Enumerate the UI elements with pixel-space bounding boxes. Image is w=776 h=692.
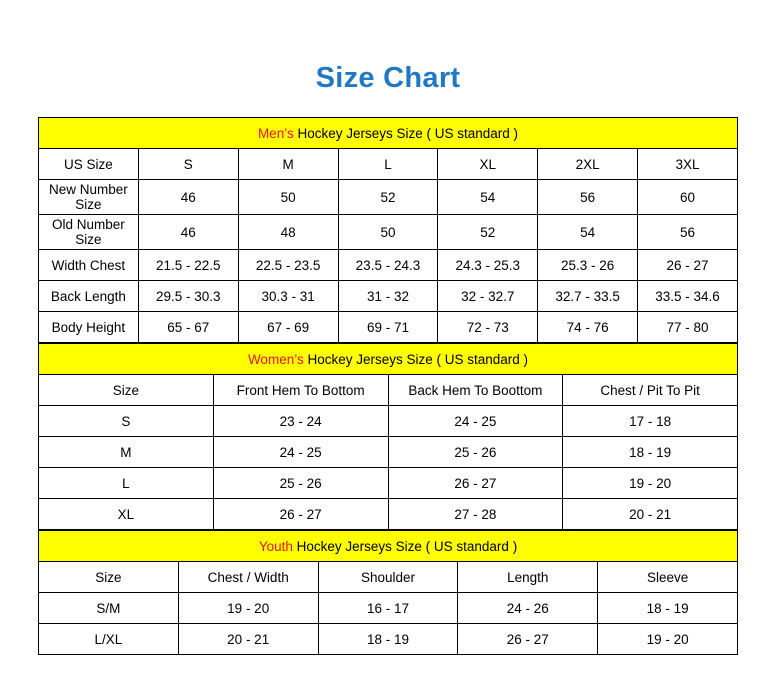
womens-col-3: Chest / Pit To Pit: [563, 375, 738, 406]
mens-row-2-val-3: 24.3 - 25.3: [438, 250, 538, 281]
table-section-header-row: [39, 344, 738, 375]
mens-size-table: [38, 117, 738, 343]
womens-row-1-val-2: 18 - 19: [563, 437, 738, 468]
mens-col-6: 3XL: [638, 149, 738, 180]
mens-row-1-val-3: 52: [438, 215, 538, 250]
youth-col-0: Size: [39, 562, 179, 593]
mens-row-0-val-5: 60: [638, 180, 738, 215]
womens-row-1-label: M: [39, 437, 214, 468]
mens-row-2-val-1: 22.5 - 23.5: [238, 250, 338, 281]
mens-col-0: US Size: [39, 149, 139, 180]
table-row: [39, 312, 738, 343]
table-row: [39, 593, 738, 624]
youth-row-0-label: S/M: [39, 593, 179, 624]
womens-heading-accent: Women’s: [247, 351, 304, 367]
mens-row-0-val-3: 54: [438, 180, 538, 215]
mens-row-4-val-0: 65 - 67: [138, 312, 238, 343]
womens-row-3-val-1: 27 - 28: [388, 499, 563, 530]
mens-row-0-val-4: 56: [538, 180, 638, 215]
mens-row-0-label: New Number Size: [39, 180, 139, 215]
mens-row-1-val-4: 54: [538, 215, 638, 250]
mens-heading-rest: Hockey Jerseys Size ( US standard ): [293, 125, 519, 141]
womens-row-0-val-0: 23 - 24: [213, 406, 388, 437]
womens-row-0-val-2: 17 - 18: [563, 406, 738, 437]
mens-col-4: XL: [438, 149, 538, 180]
mens-col-1: S: [138, 149, 238, 180]
mens-row-2-val-4: 25.3 - 26: [538, 250, 638, 281]
youth-row-0-val-2: 24 - 26: [458, 593, 598, 624]
mens-row-4-val-2: 69 - 71: [338, 312, 438, 343]
mens-row-4-val-3: 72 - 73: [438, 312, 538, 343]
youth-row-1-val-3: 19 - 20: [598, 624, 738, 655]
table-row: [39, 468, 738, 499]
youth-col-3: Length: [458, 562, 598, 593]
youth-col-1: Chest / Width: [178, 562, 318, 593]
youth-row-1-val-1: 18 - 19: [318, 624, 458, 655]
mens-row-1-val-5: 56: [638, 215, 738, 250]
youth-heading-accent: Youth: [258, 538, 293, 554]
youth-section-heading: [39, 531, 738, 562]
mens-col-5: 2XL: [538, 149, 638, 180]
mens-row-1-label: Old Number Size: [39, 215, 139, 250]
mens-col-3: L: [338, 149, 438, 180]
youth-row-0-val-3: 18 - 19: [598, 593, 738, 624]
page-title: Size Chart: [315, 62, 461, 94]
womens-row-0-val-1: 24 - 25: [388, 406, 563, 437]
womens-size-table: [38, 343, 738, 530]
womens-col-2: Back Hem To Boottom: [388, 375, 563, 406]
mens-row-2-val-2: 23.5 - 24.3: [338, 250, 438, 281]
mens-row-4-val-5: 77 - 80: [638, 312, 738, 343]
youth-row-1-label: L/XL: [39, 624, 179, 655]
table-column-header-row: [39, 149, 738, 180]
womens-row-3-val-2: 20 - 21: [563, 499, 738, 530]
youth-col-4: Sleeve: [598, 562, 738, 593]
mens-row-0-val-1: 50: [238, 180, 338, 215]
mens-row-2-val-5: 26 - 27: [638, 250, 738, 281]
table-row: [39, 180, 738, 215]
youth-row-1-val-2: 26 - 27: [458, 624, 598, 655]
mens-row-3-val-1: 30.3 - 31: [238, 281, 338, 312]
womens-row-2-val-1: 26 - 27: [388, 468, 563, 499]
youth-row-1-val-0: 20 - 21: [178, 624, 318, 655]
womens-row-2-val-0: 25 - 26: [213, 468, 388, 499]
mens-heading-accent: Men’s: [257, 125, 294, 141]
mens-row-1-val-1: 48: [238, 215, 338, 250]
size-chart-tables: [38, 117, 738, 655]
mens-col-2: M: [238, 149, 338, 180]
youth-row-0-val-1: 16 - 17: [318, 593, 458, 624]
womens-row-3-val-0: 26 - 27: [213, 499, 388, 530]
table-row: [39, 250, 738, 281]
mens-row-1-val-0: 46: [138, 215, 238, 250]
mens-row-3-val-4: 32.7 - 33.5: [538, 281, 638, 312]
mens-row-3-label: Back Length: [39, 281, 139, 312]
table-row: [39, 406, 738, 437]
youth-size-table: [38, 530, 738, 655]
mens-row-3-val-0: 29.5 - 30.3: [138, 281, 238, 312]
mens-row-1-val-2: 50: [338, 215, 438, 250]
table-row: [39, 499, 738, 530]
youth-col-2: Shoulder: [318, 562, 458, 593]
mens-row-3-val-3: 32 - 32.7: [438, 281, 538, 312]
womens-row-0-label: S: [39, 406, 214, 437]
table-column-header-row: [39, 562, 738, 593]
mens-row-4-val-4: 74 - 76: [538, 312, 638, 343]
womens-row-1-val-1: 25 - 26: [388, 437, 563, 468]
mens-row-2-val-0: 21.5 - 22.5: [138, 250, 238, 281]
womens-row-3-label: XL: [39, 499, 214, 530]
table-row: [39, 281, 738, 312]
table-row: [39, 624, 738, 655]
mens-row-0-val-0: 46: [138, 180, 238, 215]
mens-row-4-label: Body Height: [39, 312, 139, 343]
womens-row-2-label: L: [39, 468, 214, 499]
mens-row-2-label: Width Chest: [39, 250, 139, 281]
womens-col-1: Front Hem To Bottom: [213, 375, 388, 406]
womens-section-heading: [39, 344, 738, 375]
womens-row-2-val-2: 19 - 20: [563, 468, 738, 499]
table-row: [39, 437, 738, 468]
womens-heading-rest: Hockey Jerseys Size ( US standard ): [303, 351, 529, 367]
womens-col-0: Size: [39, 375, 214, 406]
mens-row-4-val-1: 67 - 69: [238, 312, 338, 343]
table-section-header-row: [39, 531, 738, 562]
mens-row-3-val-5: 33.5 - 34.6: [638, 281, 738, 312]
table-section-header-row: [39, 118, 738, 149]
mens-row-0-val-2: 52: [338, 180, 438, 215]
womens-row-1-val-0: 24 - 25: [213, 437, 388, 468]
youth-heading-rest: Hockey Jerseys Size ( US standard ): [292, 538, 518, 554]
mens-row-3-val-2: 31 - 32: [338, 281, 438, 312]
mens-section-heading: [39, 118, 738, 149]
table-column-header-row: [39, 375, 738, 406]
youth-row-0-val-0: 19 - 20: [178, 593, 318, 624]
table-row: [39, 215, 738, 250]
